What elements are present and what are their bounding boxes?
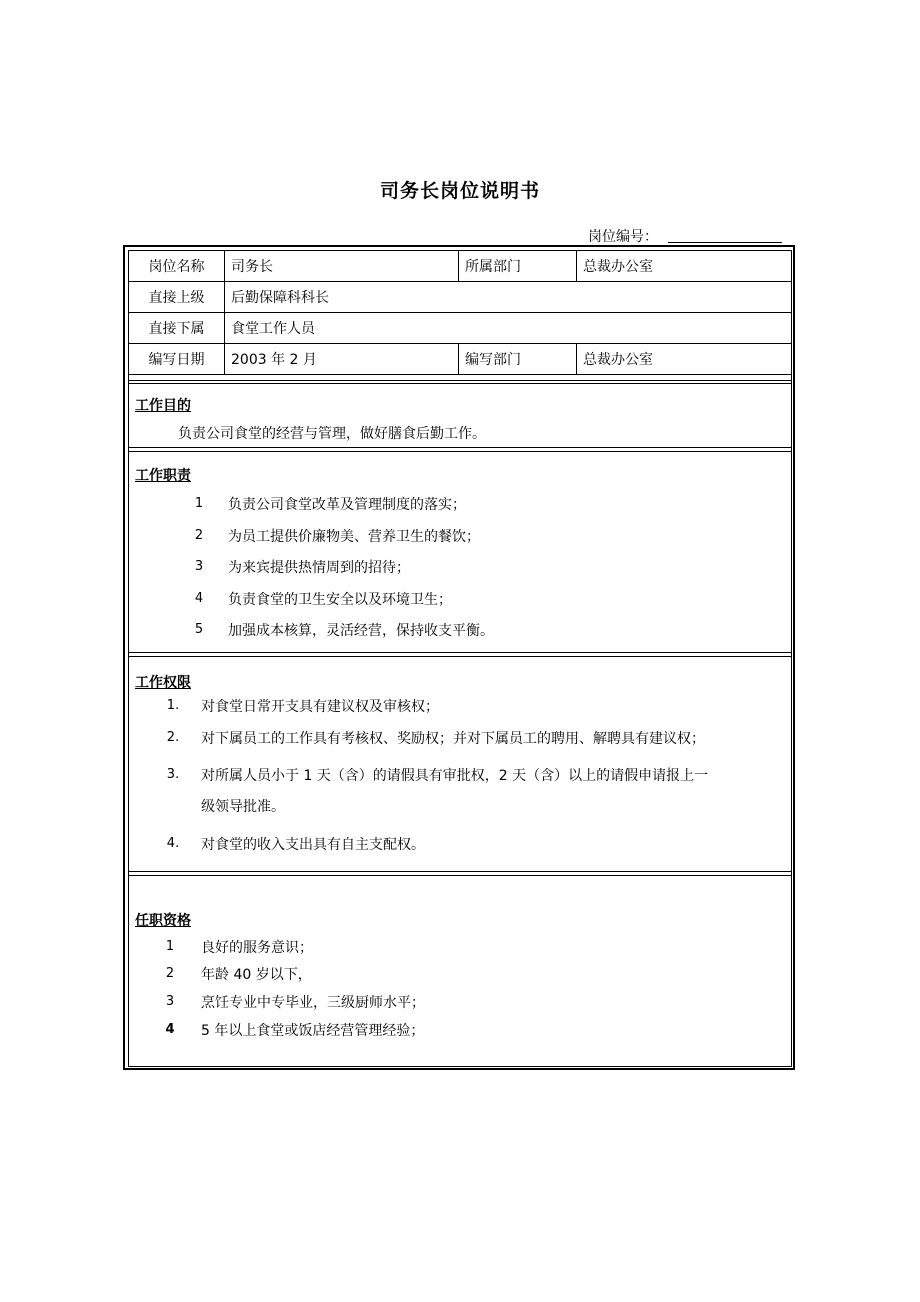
value-subordinates: 食堂工作人员 [225,313,792,344]
list-item: 年龄 40 岁以下， [201,967,312,983]
list-item-number: 2 [194,528,204,543]
table-row [129,313,792,344]
list-item: 为员工提供价廉物美、营养卫生的餐饮； [228,529,480,545]
list-item-number: 1. [166,698,180,713]
list-item-continuation: 级领导批准。 [201,799,285,815]
value-write-department: 总裁办公室 [577,344,792,375]
list-item-number: 4 [194,591,204,606]
duties-heading: 工作职责 [135,468,191,484]
position-code-label: 岗位编号： [588,229,658,245]
section-divider [128,383,792,384]
value-write-date: 2003 年 2 月 [225,344,459,375]
list-item-number: 2. [166,730,180,745]
value-department: 总裁办公室 [577,251,792,282]
list-item-number: 4. [166,836,180,851]
section-divider [128,380,792,381]
position-code-blank[interactable] [668,242,782,243]
label-position-name: 岗位名称 [129,251,225,282]
section-divider [128,447,792,448]
value-position-name: 司务长 [225,251,459,282]
section-divider [128,656,792,657]
qualifications-heading: 任职资格 [135,913,191,929]
label-department: 所属部门 [459,251,577,282]
list-item: 加强成本核算，灵活经营，保持收支平衡。 [228,623,494,639]
label-supervisor: 直接上级 [129,282,225,313]
list-item: 对下属员工的工作具有考核权、奖励权；并对下属员工的聘用、解聘具有建议权； [201,731,705,747]
basic-info-table [128,250,792,375]
authority-heading: 工作权限 [135,675,191,691]
label-write-date: 编写日期 [129,344,225,375]
table-row [129,251,792,282]
value-supervisor: 后勤保障科科长 [225,282,792,313]
section-divider [128,871,792,872]
list-item-number: 5 [194,622,204,637]
list-item-number: 3. [166,767,180,782]
list-item-number: 4 [165,1022,175,1037]
list-item: 对所属人员小于 1 天（含）的请假具有审批权，2 天（含）以上的请假申请报上一 [201,768,709,784]
page-title: 司务长岗位说明书 [379,180,540,202]
label-write-department: 编写部门 [459,344,577,375]
list-item-number: 1 [194,496,204,511]
list-item: 负责食堂的卫生安全以及环境卫生； [228,592,452,608]
list-item-number: 2 [165,966,175,981]
label-subordinates: 直接下属 [129,313,225,344]
purpose-text: 负责公司食堂的经营与管理，做好膳食后勤工作。 [178,426,486,442]
list-item: 5 年以上食堂或饭店经营管理经验； [201,1023,425,1039]
list-item-number: 1 [165,939,175,954]
list-item: 良好的服务意识； [201,940,313,956]
table-row [129,344,792,375]
list-item: 负责公司食堂改革及管理制度的落实； [228,497,466,513]
list-item: 烹饪专业中专毕业，三级厨师水平； [201,995,425,1011]
list-item: 为来宾提供热情周到的招待； [228,560,410,576]
list-item: 对食堂日常开支具有建议权及审核权； [201,699,439,715]
list-item-number: 3 [194,559,204,574]
list-item-number: 3 [165,994,175,1009]
list-item: 对食堂的收入支出具有自主支配权。 [201,837,425,853]
purpose-heading: 工作目的 [135,398,191,414]
section-divider [128,875,792,876]
table-row [129,282,792,313]
section-divider [128,652,792,653]
section-divider [128,451,792,452]
